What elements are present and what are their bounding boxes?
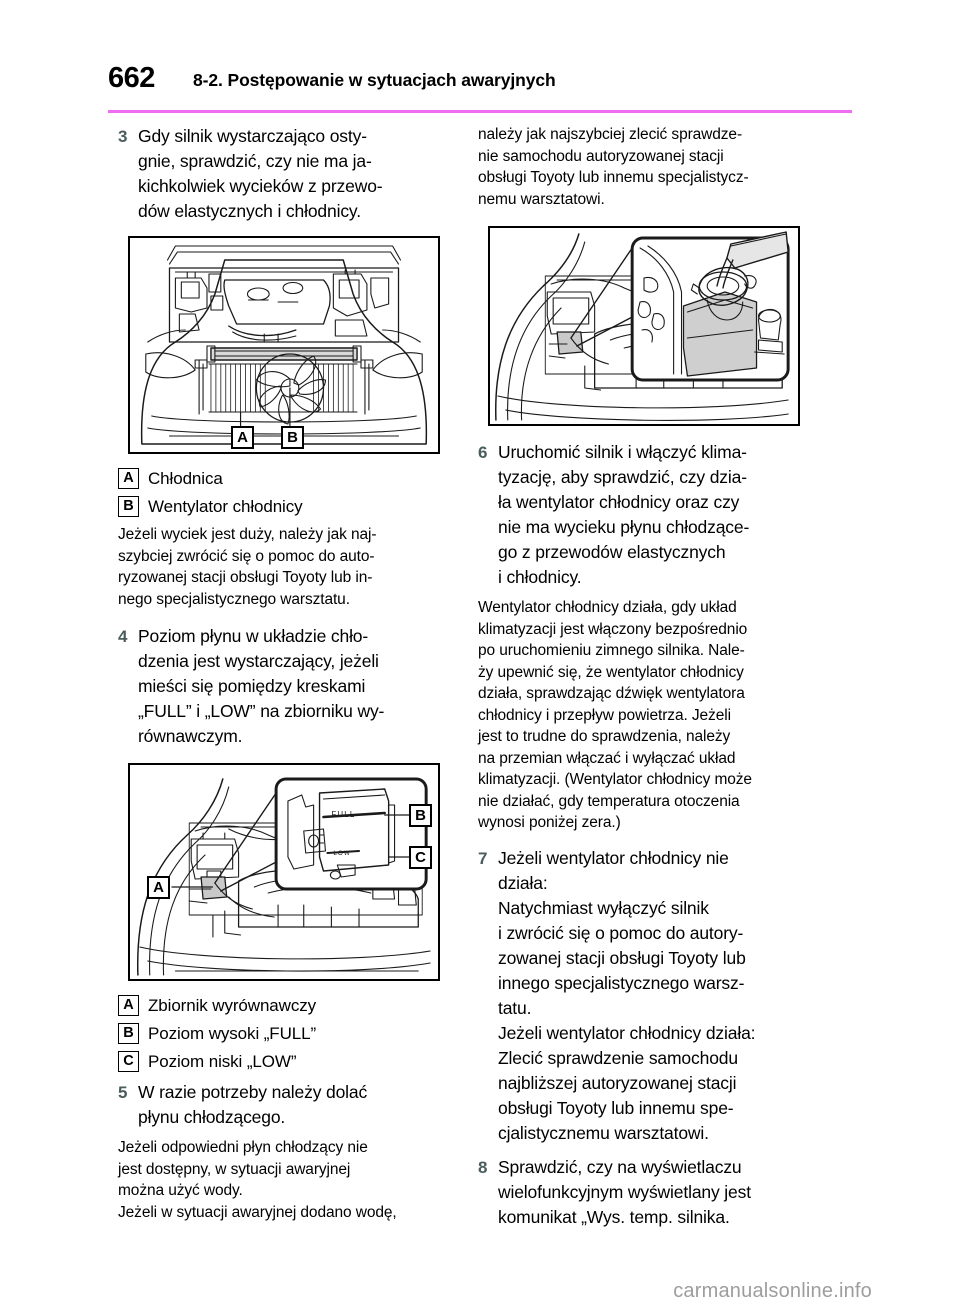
figure1-callout-b: B: [281, 426, 304, 449]
text-line: wielofunkcyjnym wyświetlany jest: [498, 1181, 751, 1202]
step-8: [478, 1155, 800, 1230]
step-7-text: [498, 846, 800, 1146]
text-line: Uruchomić silnik i włączyć klima-: [498, 442, 747, 462]
paragraph-water-substitute: [118, 1137, 440, 1223]
text-line: W razie potrzeby należy dolać: [138, 1082, 368, 1102]
header-divider: [108, 110, 852, 113]
step-3-number: 3: [118, 127, 128, 146]
text-line: dzenia jest wystarczający, jeżeli: [138, 651, 379, 671]
paragraph-leak-warning: [118, 524, 440, 610]
text-line: „FULL” i „LOW” na zbiorniku wy-: [138, 701, 385, 721]
figure-reservoir-tank: [128, 763, 440, 981]
text-line: najbliższej autoryzowanej stacji: [498, 1072, 737, 1093]
reservoir-illustration: [130, 765, 438, 979]
text-line: ryzowanej stacji obsługi Toyoty lub in-: [118, 569, 373, 586]
text-line: zowanej stacji obsługi Toyoty lub: [498, 947, 746, 968]
figure2-callout-b: B: [409, 804, 432, 827]
text-line: obsługi Toyoty lub innemu specjalistycz-: [478, 169, 749, 186]
step-5-number: 5: [118, 1083, 128, 1102]
step-6-number: 6: [478, 443, 488, 462]
step-5-text: [138, 1080, 440, 1130]
text-line: na przemian włączać i wyłączać układ: [478, 749, 736, 767]
text-line: chłodnicy i przepływ powietrza. Jeżeli: [478, 706, 731, 724]
refill-illustration: [490, 228, 798, 424]
text-line: Natychmiast wyłączyć silnik: [498, 897, 709, 918]
legend-item: [118, 995, 440, 1016]
text-line: klimatyzacji. (Wentylator chłodnicy może: [478, 771, 752, 788]
legend-key-a: A: [118, 468, 139, 489]
figure2-callout-c: C: [409, 846, 432, 869]
text-line: działa:: [498, 872, 548, 893]
step-3: [118, 124, 440, 224]
step-7: [478, 846, 800, 1146]
paragraph-fan-operation: [478, 597, 800, 834]
text-line: szybciej zwrócić się o pomoc do auto-: [118, 547, 375, 565]
text-line: można użyć wody.: [118, 1182, 243, 1199]
step-8-text: [498, 1155, 800, 1230]
text-line: równawczym.: [138, 726, 243, 746]
text-line: Jeżeli wyciek jest duży, należy jak naj-: [118, 526, 377, 543]
legend-key-a: A: [118, 995, 139, 1016]
step-4: [118, 624, 440, 749]
step-4-text: [138, 624, 440, 749]
text-line: nie działać, gdy temperatura otoczenia: [478, 792, 740, 810]
text-line: i chłodnicy.: [498, 567, 582, 587]
text-line: Zlecić sprawdzenie samochodu: [498, 1047, 738, 1068]
text-line: nie samochodu autoryzowanej stacji: [478, 147, 724, 165]
legend-key-b: B: [118, 496, 139, 517]
text-line: nie ma wycieku płynu chłodzące-: [498, 517, 750, 537]
text-line: Jeżeli wentylator chłodnicy działa:: [498, 1022, 756, 1043]
legend-item: [118, 1051, 440, 1072]
page-number: 662: [108, 62, 155, 94]
page-title: 8-2. Postępowanie w sytuacjach awaryjnych: [193, 70, 556, 90]
figure1-legend: [118, 468, 440, 517]
legend-key-b: B: [118, 1023, 139, 1044]
legend-label-a: Zbiornik wyrównawczy: [148, 996, 317, 1015]
text-line: cjalistycznemu warsztatowi.: [498, 1122, 709, 1143]
text-line: mieści się pomiędzy kreskami: [138, 676, 366, 696]
text-line: Jeżeli w sytuacji awaryjnej dodano wodę,: [118, 1203, 397, 1221]
text-line: i zwrócić się o pomoc do autory-: [498, 922, 744, 943]
text-line: jest dostępny, w sytuacji awaryjnej: [118, 1160, 351, 1178]
step-4-number: 4: [118, 627, 128, 646]
step-6: [478, 440, 800, 590]
text-line: Gdy silnik wystarczająco osty-: [138, 126, 367, 146]
engine-bay-illustration: [130, 238, 438, 452]
text-line: klimatyzacji jest włączony bezpośrednio: [478, 620, 748, 638]
legend-label-b: Poziom wysoki „FULL”: [148, 1024, 317, 1043]
text-line: innego specjalistycznego warsz-: [498, 972, 745, 993]
legend-item: [118, 1023, 440, 1044]
figure1-callout-a: A: [231, 426, 254, 449]
legend-item: [118, 496, 440, 517]
legend-label-b: Wentylator chłodnicy: [148, 497, 303, 516]
text-line: tatu.: [498, 997, 532, 1018]
legend-label-c: Poziom niski „LOW”: [148, 1052, 297, 1071]
text-line: ła wentylator chłodnicy oraz czy: [498, 492, 740, 512]
text-line: Jeżeli odpowiedni płyn chłodzący nie: [118, 1139, 368, 1156]
figure-engine-bay-radiator: [128, 236, 440, 454]
text-line: Wentylator chłodnicy działa, gdy układ: [478, 599, 737, 616]
text-line: po uruchomieniu zimnego silnika. Nale-: [478, 642, 745, 659]
legend-label-a: Chłodnica: [148, 469, 223, 488]
text-line: Poziom płynu w układzie chło-: [138, 626, 369, 646]
step-7-number: 7: [478, 848, 488, 868]
text-line: płynu chłodzącego.: [138, 1107, 286, 1127]
svg-text:FULL: FULL: [331, 809, 356, 820]
svg-text:LOW: LOW: [333, 849, 351, 858]
text-line: należy jak najszybciej zlecić sprawdze-: [478, 126, 743, 143]
paragraph-continued: [478, 124, 800, 210]
right-column: [478, 124, 800, 1232]
figure2-legend: [118, 995, 440, 1072]
text-line: tyzację, aby sprawdzić, czy dzia-: [498, 467, 747, 487]
text-line: działa, sprawdzając dźwięk wentylatora: [478, 685, 745, 702]
text-line: kichkolwiek wycieków z przewo-: [138, 176, 383, 196]
text-line: dów elastycznych i chłodnicy.: [138, 201, 361, 221]
text-line: nemu warsztatowi.: [478, 190, 605, 208]
legend-key-c: C: [118, 1051, 139, 1072]
text-line: wynosi poniżej zera.): [478, 814, 621, 831]
legend-item: [118, 468, 440, 489]
site-watermark: carmanualsonline.info: [673, 1280, 872, 1302]
text-line: Sprawdzić, czy na wyświetlaczu: [498, 1156, 742, 1177]
figure2-callout-a: A: [147, 876, 170, 899]
text-line: komunikat „Wys. temp. silnika.: [498, 1206, 730, 1227]
text-line: jest to trudne do sprawdzenia, należy: [478, 728, 731, 745]
text-line: ży upewnić się, że wentylator chłodnicy: [478, 663, 744, 681]
step-8-number: 8: [478, 1157, 488, 1177]
text-line: Jeżeli wentylator chłodnicy nie: [498, 847, 729, 868]
text-line: obsługi Toyoty lub innemu spe-: [498, 1097, 734, 1118]
text-line: go z przewodów elastycznych: [498, 542, 726, 562]
step-3-text: [138, 124, 440, 224]
step-6-text: [498, 440, 800, 590]
step-5: [118, 1080, 440, 1130]
text-line: nego specjalistycznego warsztatu.: [118, 590, 350, 608]
left-column: [118, 124, 440, 1223]
figure-refill-coolant: [488, 226, 800, 426]
text-line: gnie, sprawdzić, czy nie ma ja-: [138, 151, 372, 171]
